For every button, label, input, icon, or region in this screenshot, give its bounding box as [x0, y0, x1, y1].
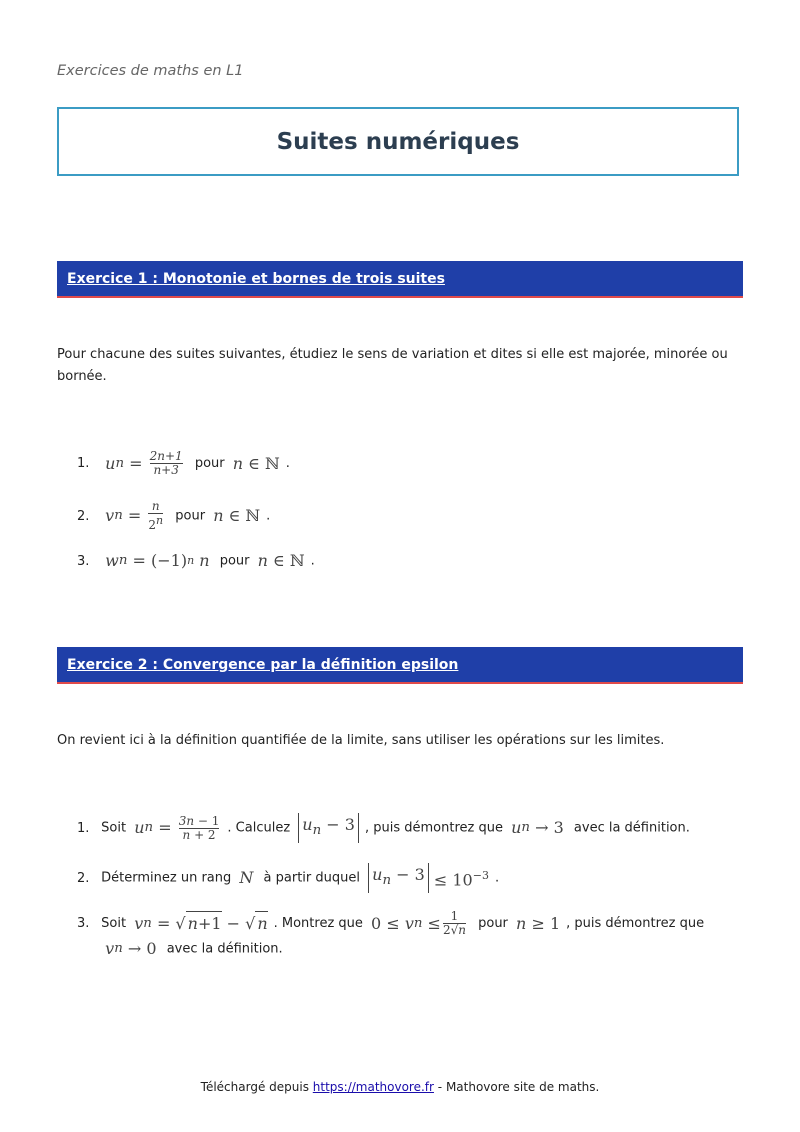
footer: Téléchargé depuis https://mathovore.fr - Mathovore site de maths.	[200, 1080, 600, 1094]
formula-domain: n ∈ ℕ	[232, 453, 280, 473]
formula-bound: $u_n - 3$ ≤ $10^{-3}$	[368, 863, 489, 893]
exercise-2-title[interactable]: Exercice 2 : Convergence par la définition epsilon	[67, 656, 459, 673]
item-number: 1.	[77, 820, 90, 836]
word-pour: pour	[175, 508, 206, 524]
exercise-2-intro: On revient ici à la définition quantifiée de la limite, sans utiliser les opérations sur les limites.	[57, 733, 665, 748]
formula-N: N	[239, 868, 254, 888]
item-number: 2.	[77, 508, 90, 524]
word-pour: pour	[194, 456, 225, 471]
exercise-1-item-2: 2. v n = $\frac{n}{2^n}$ pour n ∈ ℕ .	[77, 499, 271, 532]
page-title: Suites numériques	[276, 128, 520, 155]
exercise-2-header	[57, 647, 743, 684]
exercise-1-intro: Pour chacune des suites suivantes, étudiez le sens de variation et dites si elle est majorée, minorée ou bornée.	[57, 347, 728, 384]
formula-ineq: 0 ≤ v n ≤ $\frac{1}{2√n}$	[371, 909, 466, 937]
exercise-2-item-1: 1. Soit u n = $\frac{3n - 1}{n + 2}$ . Calculez $u_n - 3$ , puis démontrez que u n → 3 avec la définition.	[77, 813, 690, 842]
exercise-1-item-1: 1. u n = $\frac{2n+1}{n+3}$ pour n ∈ ℕ .	[77, 449, 290, 477]
formula-abs: $u_n - 3$	[298, 813, 359, 843]
formula-wn: w n = (−1) n n	[105, 551, 210, 570]
formula-vn: v n = √ n+1 − √ n	[134, 911, 267, 936]
formula-un: u n = $\frac{3n - 1}{n + 2}$	[134, 813, 220, 842]
title-box	[57, 107, 739, 176]
word-pour: pour	[219, 553, 250, 569]
exercise-2-item-2: 2. Déterminez un rang N à partir duquel $u_n - 3$ ≤ $10^{-3}$ .	[77, 863, 737, 893]
formula-un: u n = $\frac{2n+1}{n+3}$	[105, 449, 183, 477]
exercise-2-item-3: 3. Soit v n = √ n+1 − √ n . Montrez que 0 ≤ v n ≤ $\frac{1}{2√n}$ pour n ≥ 1 , puis démontrez que v n → 0 avec la définition.	[77, 910, 737, 962]
formula-limit: v n → 0	[105, 939, 157, 958]
exercise-1-header	[57, 261, 743, 298]
item-number: 2.	[77, 870, 90, 886]
item-number: 3.	[77, 916, 90, 931]
exercise-1-item-3: 3. w n = (−1) n n pour n ∈ ℕ .	[77, 549, 737, 574]
formula-domain: n ∈ ℕ	[213, 506, 261, 525]
footer-link[interactable]: https://mathovore.fr	[312, 1080, 434, 1094]
item-number: 3.	[77, 553, 90, 569]
formula-n-ge-1: n ≥ 1	[516, 913, 561, 933]
formula-limit: u n → 3	[511, 818, 564, 838]
course-label: Exercices de maths en L1	[57, 63, 244, 79]
formula-vn: v n = $\frac{n}{2^n}$	[105, 499, 164, 532]
formula-domain: n ∈ ℕ	[257, 551, 305, 570]
item-number: 1.	[77, 456, 90, 471]
exercise-1-title[interactable]: Exercice 1 : Monotonie et bornes de trois suites	[67, 270, 445, 287]
